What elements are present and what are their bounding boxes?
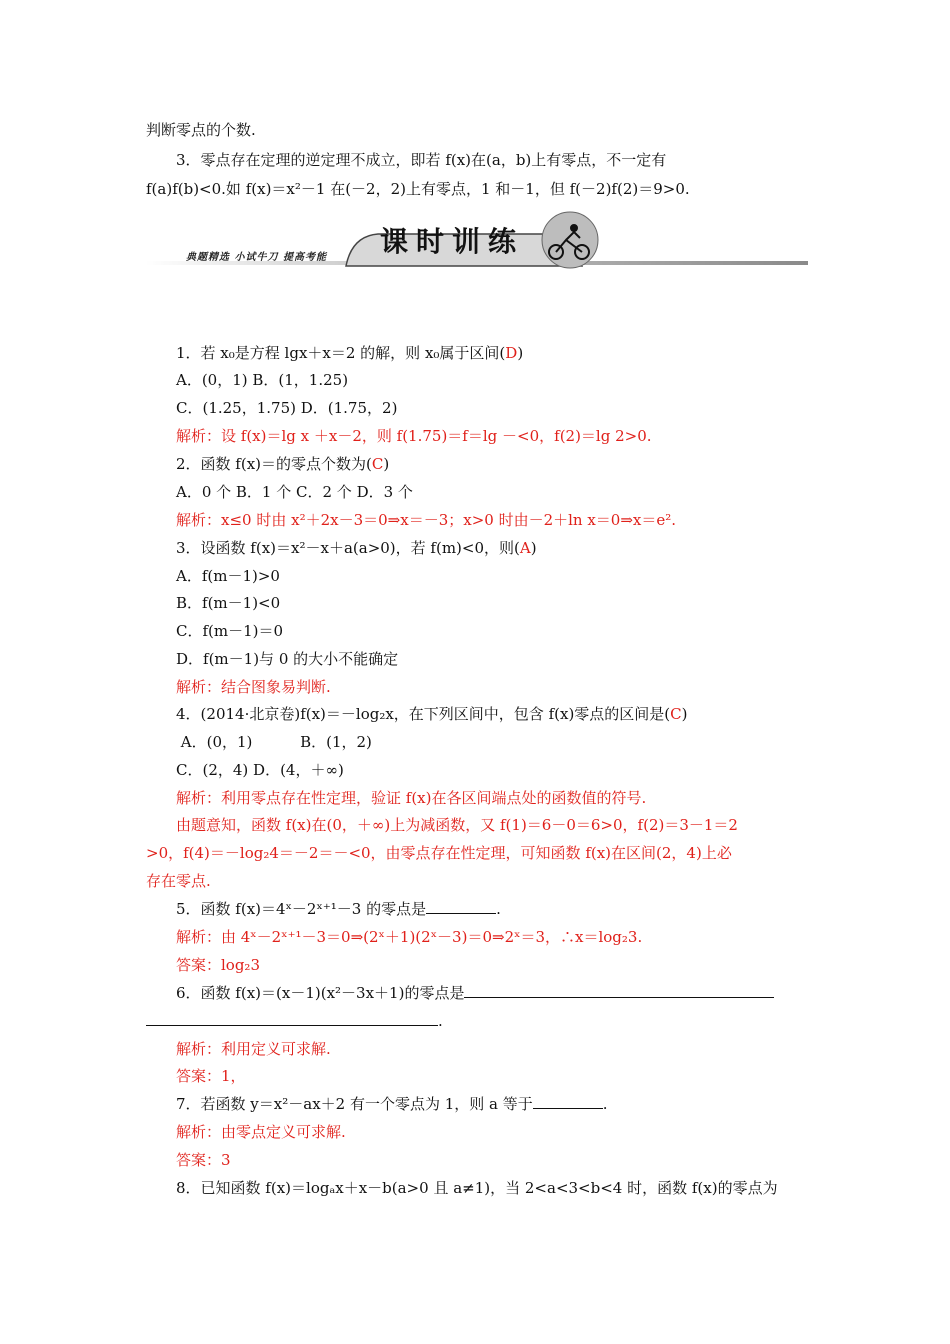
q8-stem: 8．已知函数 f(x)＝logₐx＋x－b(a>0 且 a≠1)，当 2<a<3<b<4 时，函数 f(x)的零点为: [176, 1179, 778, 1197]
intro-line-2: 3．零点存在定理的逆定理不成立，即若 f(x)在(a，b)上有零点，不一定有: [176, 151, 667, 169]
q4-solution-3: >0，f(4)＝－log₂4＝－2＝－<0，由零点存在性定理，可知函数 f(x)在区间(2，4)上必: [146, 844, 732, 862]
q2-solution: 解析：x≤0 时由 x²＋2x－3＝0⇒x＝－3；x>0 时由－2＋ln x＝0⇒x＝e².: [176, 511, 677, 529]
q1-options-cd: C．(1.25，1.75) D．(1.75，2): [176, 399, 398, 417]
q6-answer: 答案：1，: [176, 1067, 246, 1085]
q3-option-b: B．f(m－1)<0: [176, 594, 281, 612]
q5-answer: 答案：log₂3: [176, 956, 260, 974]
q6-stem: 6．函数 f(x)＝(x－1)(x²－3x＋1)的零点是: [176, 983, 774, 1003]
q6-blank-continued: .: [146, 1011, 443, 1031]
q1-solution: 解析：设 f(x)＝lg x ＋x－2，则 f(1.75)＝f＝lg －<0，f(2)＝lg 2>0.: [176, 427, 652, 445]
q4-options-ab: A．(0，1) B．(1，2): [176, 733, 372, 751]
q3-solution: 解析：结合图象易判断.: [176, 678, 331, 696]
banner-subtitle: 典题精选 小试牛刀 提高考能: [186, 252, 327, 263]
q4-solution-2: 由题意知，函数 f(x)在(0，＋∞)上为减函数，又 f(1)＝6－0＝6>0，f(2)＝3－1＝2: [176, 816, 738, 834]
q2-answer: C: [371, 455, 384, 473]
q5-answer-blank[interactable]: [426, 899, 496, 914]
q4-answer: C: [670, 705, 682, 723]
q7-solution: 解析：由零点定义可求解.: [176, 1123, 346, 1141]
q2-stem: 2．函数 f(x)＝的零点个数为(C): [176, 455, 390, 473]
q1-options-ab: A．(0，1) B．(1，1.25): [176, 371, 349, 389]
q5-stem: 5．函数 f(x)＝4ˣ－2ˣ⁺¹－3 的零点是 .: [176, 900, 501, 918]
q5-solution: 解析：由 4ˣ－2ˣ⁺¹－3＝0⇒(2ˣ＋1)(2ˣ－3)＝0⇒2ˣ＝3，∴x＝log₂3.: [176, 928, 643, 946]
q4-stem: 4．(2014·北京卷)f(x)＝－log₂x，在下列区间中，包含 f(x)零点的区间是(C): [176, 705, 688, 723]
q7-answer: 答案：3: [176, 1151, 231, 1169]
q3-answer: A: [519, 539, 531, 557]
intro-line-3: f(a)f(b)<0.如 f(x)＝x²－1 在(－2，2)上有零点，1 和－1，但 f(－2)f(2)＝9>0.: [146, 180, 690, 198]
q2-options: A．0 个 B．1 个 C．2 个 D．3 个: [176, 483, 413, 501]
q6-answer-blank[interactable]: [464, 983, 774, 998]
q4-solution-4: 存在零点.: [146, 872, 211, 890]
q3-stem: 3．设函数 f(x)＝x²－x＋a(a>0)，若 f(m)<0，则(A): [176, 539, 537, 557]
q1-stem: 1．若 x₀是方程 lgx＋x＝2 的解，则 x₀属于区间(D): [176, 344, 524, 362]
q6-answer-blank-2[interactable]: [146, 1011, 438, 1026]
q7-answer-blank[interactable]: [533, 1094, 603, 1109]
q7-stem: 7．若函数 y＝x²－ax＋2 有一个零点为 1，则 a 等于 .: [176, 1095, 608, 1113]
banner-title: 课时训练: [380, 225, 525, 258]
lesson-banner: [146, 208, 808, 272]
q1-answer: D: [505, 344, 518, 362]
intro-line-1: 判断零点的个数.: [146, 121, 256, 139]
q3-option-c: C．f(m－1)＝0: [176, 622, 284, 640]
q4-solution-1: 解析：利用零点存在性定理，验证 f(x)在各区间端点处的函数值的符号.: [176, 789, 647, 807]
q6-solution: 解析：利用定义可求解.: [176, 1040, 331, 1058]
q3-option-a: A．f(m－1)>0: [176, 567, 280, 585]
q3-option-d: D．f(m－1)与 0 的大小不能确定: [176, 650, 399, 668]
q4-options-cd: C．(2，4) D．(4，＋∞): [176, 761, 344, 779]
